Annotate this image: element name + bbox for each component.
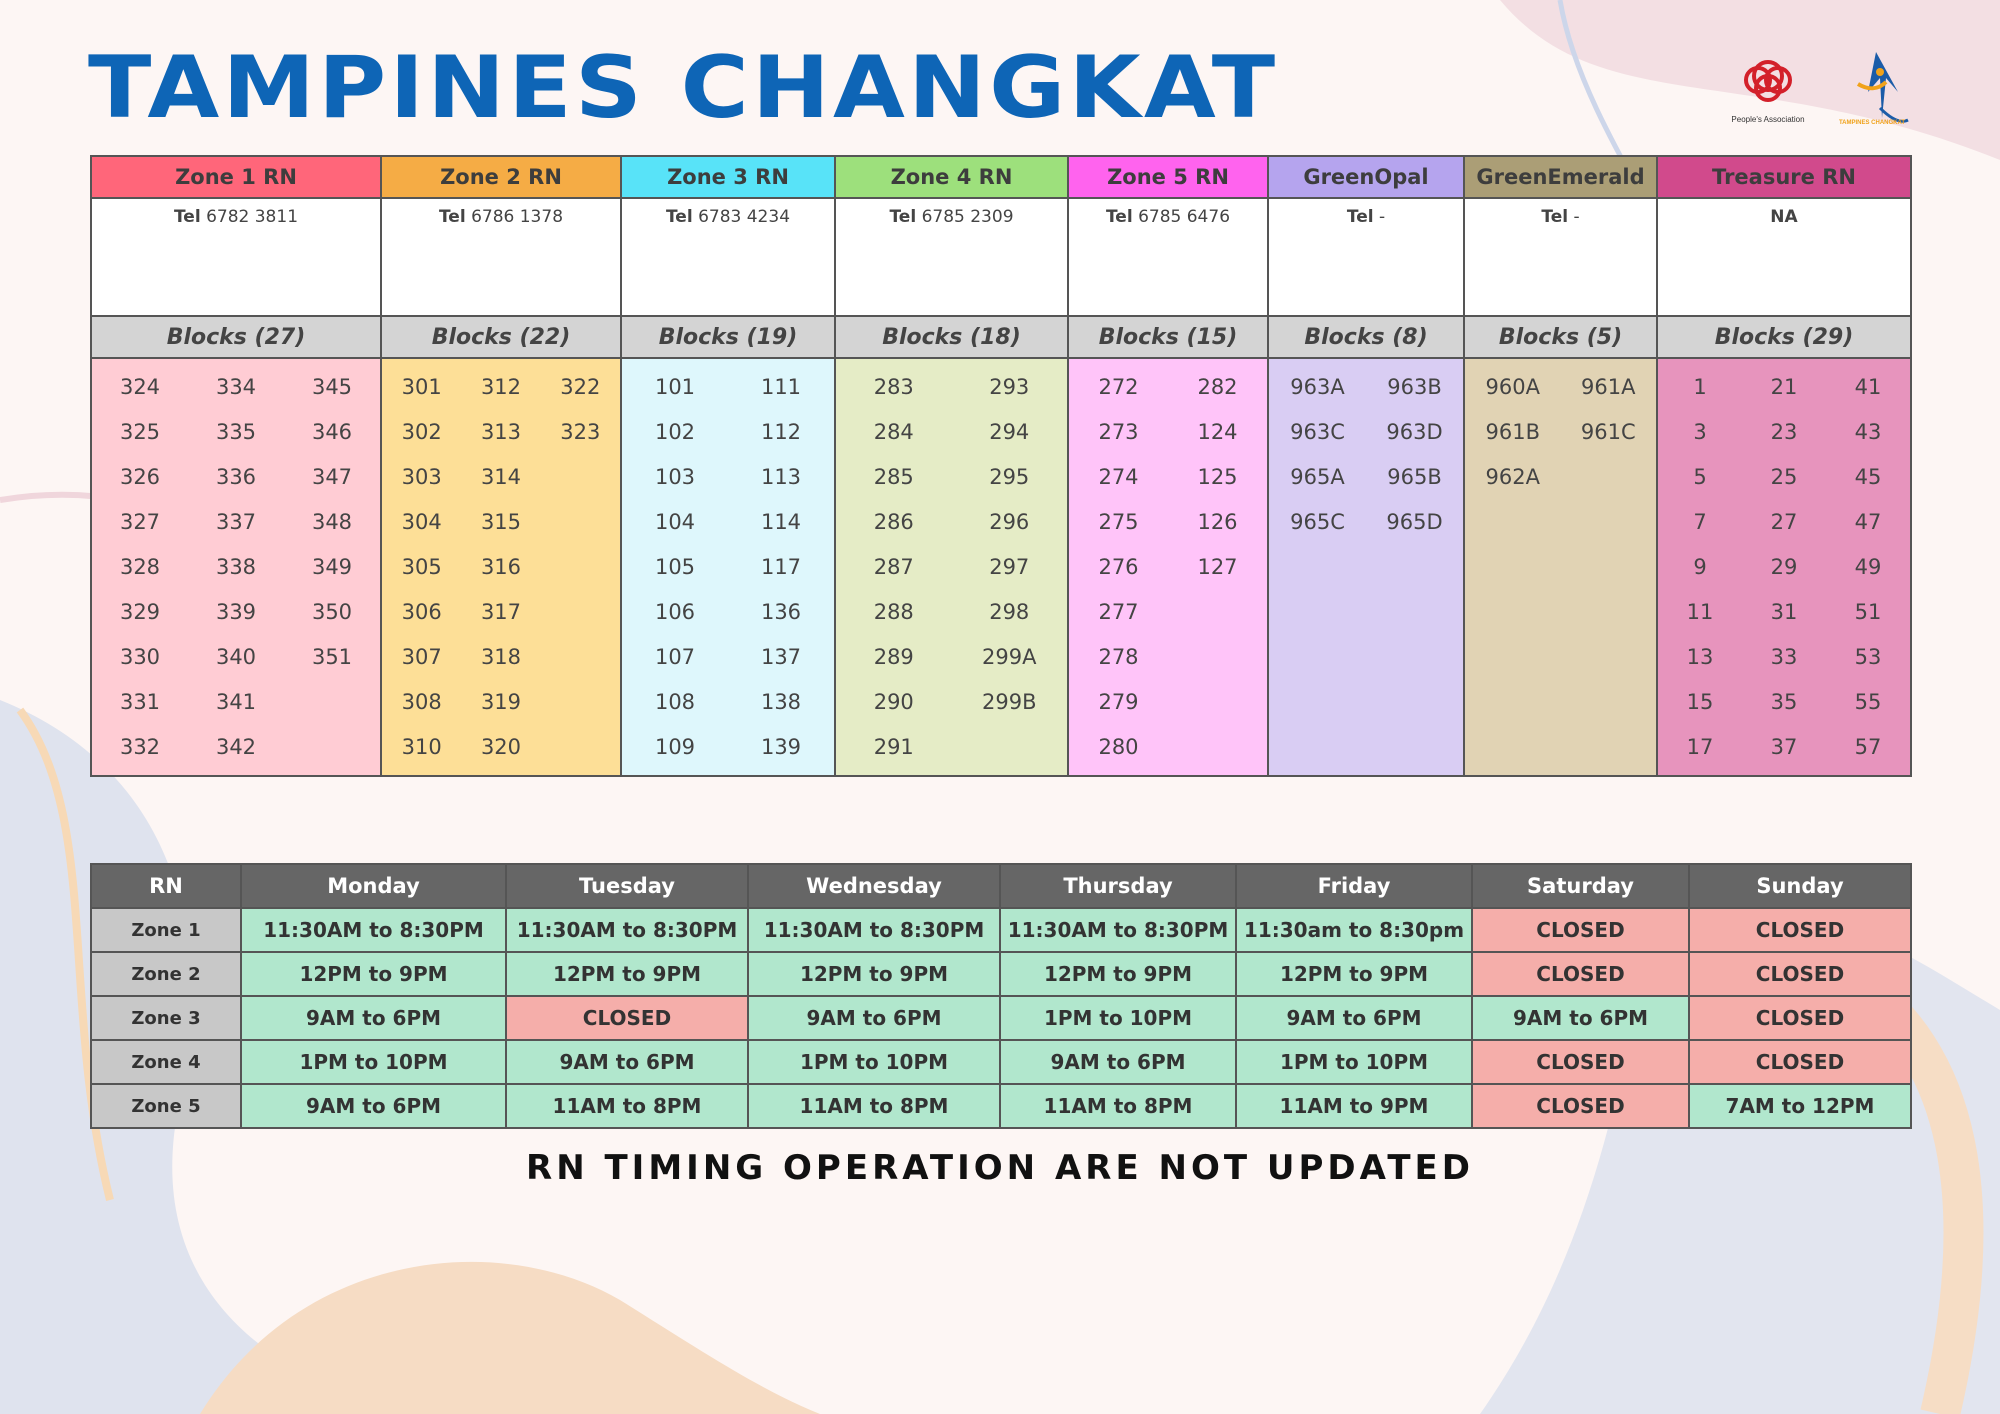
block-number: 23 bbox=[1770, 420, 1798, 444]
block-number: 33 bbox=[1770, 645, 1798, 669]
block-number: 299B bbox=[982, 690, 1037, 714]
blocks-grid bbox=[622, 359, 834, 770]
block-number: 275 bbox=[1098, 510, 1139, 534]
block-number: 284 bbox=[873, 420, 914, 444]
zone-name: Zone 4 RN bbox=[835, 156, 1068, 198]
block-number: 273 bbox=[1098, 420, 1139, 444]
block-number: 314 bbox=[480, 465, 522, 489]
block-number: 286 bbox=[873, 510, 914, 534]
blocks-grid bbox=[836, 359, 1067, 770]
opening-hours: CLOSED bbox=[1689, 1040, 1911, 1084]
block-number: 327 bbox=[119, 510, 161, 534]
block-number: 297 bbox=[989, 555, 1030, 579]
block-number: 330 bbox=[119, 645, 161, 669]
zone-blocks bbox=[1657, 358, 1911, 776]
tel-number: - bbox=[1573, 207, 1580, 227]
block-number: 963D bbox=[1386, 420, 1443, 444]
block-number: 316 bbox=[480, 555, 522, 579]
zone-blocks bbox=[1268, 358, 1464, 776]
zone-tel bbox=[1464, 198, 1657, 316]
opening-hours: CLOSED bbox=[1689, 952, 1911, 996]
opening-hours: CLOSED bbox=[1689, 908, 1911, 952]
block-number: 282 bbox=[1197, 375, 1238, 399]
block-number: 114 bbox=[760, 510, 802, 534]
block-number: 288 bbox=[873, 600, 914, 624]
opening-hours: CLOSED bbox=[506, 996, 748, 1040]
block-number: 277 bbox=[1098, 600, 1139, 624]
pa-logo-text: People's Association bbox=[1731, 115, 1805, 124]
block-number: 965D bbox=[1386, 510, 1443, 534]
block-number: 961B bbox=[1485, 420, 1540, 444]
opening-hours: 7AM to 12PM bbox=[1689, 1084, 1911, 1128]
zone-name: GreenOpal bbox=[1268, 156, 1464, 198]
timing-header: Tuesday bbox=[506, 864, 748, 908]
block-number: 965A bbox=[1290, 465, 1345, 489]
block-number: 53 bbox=[1854, 645, 1882, 669]
zone-tel bbox=[91, 198, 381, 316]
zone-name: Zone 3 RN bbox=[621, 156, 835, 198]
block-number: 47 bbox=[1854, 510, 1882, 534]
block-number: 299A bbox=[982, 645, 1037, 669]
blocks-grid bbox=[1069, 359, 1267, 770]
blocks-count: Blocks (19) bbox=[621, 316, 835, 358]
tel-number: 6785 2309 bbox=[921, 207, 1014, 227]
block-number: 298 bbox=[989, 600, 1030, 624]
block-number: 274 bbox=[1098, 465, 1139, 489]
block-number: 1 bbox=[1693, 375, 1707, 399]
block-number: 103 bbox=[654, 465, 696, 489]
block-number: 350 bbox=[311, 600, 353, 624]
opening-hours: 11:30AM to 8:30PM bbox=[1000, 908, 1236, 952]
block-number: 280 bbox=[1098, 735, 1139, 759]
block-number: 137 bbox=[760, 645, 802, 669]
block-number: 101 bbox=[654, 375, 696, 399]
block-number: 319 bbox=[480, 690, 522, 714]
zone-tel bbox=[621, 198, 835, 316]
page-title: TAMPINES CHANGKAT bbox=[88, 38, 1279, 138]
zone-tel-row bbox=[91, 198, 1911, 316]
block-number: 306 bbox=[401, 600, 442, 624]
opening-hours: 12PM to 9PM bbox=[1236, 952, 1472, 996]
blocks-grid bbox=[382, 359, 620, 770]
block-number: 106 bbox=[654, 600, 696, 624]
block-number bbox=[541, 725, 620, 770]
timing-header: Saturday bbox=[1472, 864, 1689, 908]
block-number bbox=[1168, 635, 1267, 680]
opening-hours: 11AM to 8PM bbox=[506, 1084, 748, 1128]
block-number: 41 bbox=[1854, 375, 1882, 399]
opening-hours: CLOSED bbox=[1689, 996, 1911, 1040]
block-number: 961C bbox=[1580, 420, 1636, 444]
block-number: 308 bbox=[401, 690, 442, 714]
block-number: 342 bbox=[215, 735, 257, 759]
block-number: 348 bbox=[311, 510, 353, 534]
timing-body bbox=[91, 908, 1911, 1128]
zone-name: Treasure RN bbox=[1657, 156, 1911, 198]
block-number: 963A bbox=[1290, 375, 1345, 399]
timing-row bbox=[91, 908, 1911, 952]
block-number bbox=[541, 500, 620, 545]
block-number: 21 bbox=[1770, 375, 1798, 399]
block-number: 104 bbox=[654, 510, 696, 534]
block-number: 960A bbox=[1485, 375, 1540, 399]
block-number: 276 bbox=[1098, 555, 1139, 579]
rn-name: Zone 2 bbox=[91, 952, 241, 996]
opening-hours: 9AM to 6PM bbox=[748, 996, 1000, 1040]
tel-number: 6783 4234 bbox=[698, 207, 791, 227]
rn-name: Zone 1 bbox=[91, 908, 241, 952]
opening-hours: 1PM to 10PM bbox=[1236, 1040, 1472, 1084]
zone-blocks bbox=[381, 358, 621, 776]
timing-row bbox=[91, 1084, 1911, 1128]
notice-text: RN TIMING OPERATION ARE NOT UPDATED bbox=[526, 1148, 1474, 1188]
opening-hours: 9AM to 6PM bbox=[1472, 996, 1689, 1040]
block-number: 3 bbox=[1693, 420, 1707, 444]
block-number: 112 bbox=[760, 420, 802, 444]
block-number: 125 bbox=[1197, 465, 1238, 489]
zone-name: Zone 1 RN bbox=[91, 156, 381, 198]
opening-hours: 9AM to 6PM bbox=[241, 1084, 506, 1128]
block-number: 337 bbox=[215, 510, 257, 534]
block-number: 31 bbox=[1770, 600, 1798, 624]
block-number bbox=[541, 680, 620, 725]
block-number: 272 bbox=[1098, 375, 1139, 399]
timing-header: Sunday bbox=[1689, 864, 1911, 908]
tel-number: 6786 1378 bbox=[471, 207, 564, 227]
opening-hours: 12PM to 9PM bbox=[241, 952, 506, 996]
zone-blocks bbox=[91, 358, 381, 776]
opening-hours: 11:30AM to 8:30PM bbox=[506, 908, 748, 952]
opening-hours: CLOSED bbox=[1472, 952, 1689, 996]
zone-tel bbox=[835, 198, 1068, 316]
block-number: 302 bbox=[401, 420, 442, 444]
block-number: 11 bbox=[1686, 600, 1714, 624]
block-number: 287 bbox=[873, 555, 914, 579]
timing-header-row bbox=[91, 864, 1911, 908]
block-number: 295 bbox=[989, 465, 1030, 489]
opening-hours: 9AM to 6PM bbox=[1000, 1040, 1236, 1084]
rn-name: Zone 5 bbox=[91, 1084, 241, 1128]
block-number: 965B bbox=[1387, 465, 1442, 489]
tel-label: Tel bbox=[438, 207, 466, 227]
block-number: 961A bbox=[1581, 375, 1636, 399]
zone-header-row bbox=[91, 156, 1911, 198]
peoples-association-logo bbox=[1731, 62, 1804, 124]
block-number: 283 bbox=[873, 375, 914, 399]
zone-tel bbox=[1657, 198, 1911, 316]
opening-hours: 12PM to 9PM bbox=[1000, 952, 1236, 996]
block-number: 290 bbox=[873, 690, 914, 714]
opening-hours: CLOSED bbox=[1472, 1084, 1689, 1128]
zone-blocks-row bbox=[91, 358, 1911, 776]
timing-header: RN bbox=[91, 864, 241, 908]
tel-label: Tel bbox=[1105, 207, 1133, 227]
block-number: 322 bbox=[560, 375, 601, 399]
block-number: 304 bbox=[401, 510, 442, 534]
opening-hours: 1PM to 10PM bbox=[748, 1040, 1000, 1084]
blocks-count: Blocks (27) bbox=[91, 316, 381, 358]
blocks-count: Blocks (8) bbox=[1268, 316, 1464, 358]
block-number: 49 bbox=[1854, 555, 1882, 579]
block-number: 963B bbox=[1387, 375, 1442, 399]
zone-blocks bbox=[1068, 358, 1268, 776]
opening-hours: 11:30AM to 8:30PM bbox=[241, 908, 506, 952]
rn-name: Zone 4 bbox=[91, 1040, 241, 1084]
block-number: 963C bbox=[1290, 420, 1345, 444]
block-number: 338 bbox=[215, 555, 257, 579]
block-number: 45 bbox=[1854, 465, 1882, 489]
block-number: 341 bbox=[215, 690, 257, 714]
opening-hours: 11AM to 9PM bbox=[1236, 1084, 1472, 1128]
block-number: 13 bbox=[1686, 645, 1714, 669]
timing-row bbox=[91, 996, 1911, 1040]
tel-number: NA bbox=[1770, 207, 1798, 227]
tel-label: Tel bbox=[665, 207, 693, 227]
block-number: 289 bbox=[873, 645, 914, 669]
tel-number: - bbox=[1378, 207, 1386, 227]
opening-hours: 1PM to 10PM bbox=[1000, 996, 1236, 1040]
block-number: 5 bbox=[1693, 465, 1707, 489]
blocks-count: Blocks (18) bbox=[835, 316, 1068, 358]
tc-logo-text: TAMPINES CHANGKAT bbox=[1838, 120, 1906, 126]
block-number: 136 bbox=[760, 600, 802, 624]
block-number: 139 bbox=[760, 735, 802, 759]
block-number: 340 bbox=[215, 645, 257, 669]
block-number bbox=[1168, 590, 1267, 635]
block-number: 37 bbox=[1770, 735, 1798, 759]
zone-name: GreenEmerald bbox=[1464, 156, 1657, 198]
logos bbox=[1730, 48, 1910, 132]
block-number: 335 bbox=[215, 420, 257, 444]
block-number: 332 bbox=[119, 735, 161, 759]
zone-blocks bbox=[621, 358, 835, 776]
block-number: 312 bbox=[480, 375, 522, 399]
timing-header: Wednesday bbox=[748, 864, 1000, 908]
blocks-count: Blocks (5) bbox=[1464, 316, 1657, 358]
block-number bbox=[284, 680, 380, 725]
block-number: 339 bbox=[215, 600, 257, 624]
block-number: 291 bbox=[873, 735, 914, 759]
block-number: 117 bbox=[760, 555, 802, 579]
block-number: 323 bbox=[560, 420, 601, 444]
block-number: 317 bbox=[480, 600, 522, 624]
block-number: 35 bbox=[1770, 690, 1798, 714]
tel-number: 6785 6476 bbox=[1138, 207, 1231, 227]
block-number: 310 bbox=[401, 735, 442, 759]
zone-blocks bbox=[1464, 358, 1657, 776]
block-number: 113 bbox=[760, 465, 802, 489]
block-number bbox=[952, 725, 1068, 770]
block-number: 324 bbox=[119, 375, 161, 399]
timing-table bbox=[90, 863, 1912, 1129]
zone-blocks-header-row bbox=[91, 316, 1911, 358]
block-number bbox=[1168, 725, 1267, 770]
zone-blocks bbox=[835, 358, 1068, 776]
block-number: 334 bbox=[215, 375, 257, 399]
blocks-grid bbox=[92, 359, 380, 770]
block-number: 296 bbox=[989, 510, 1030, 534]
block-number: 57 bbox=[1854, 735, 1882, 759]
block-number: 51 bbox=[1854, 600, 1882, 624]
rn-name: Zone 3 bbox=[91, 996, 241, 1040]
block-number: 102 bbox=[654, 420, 696, 444]
timing-row bbox=[91, 952, 1911, 996]
tel-label: Tel bbox=[1346, 207, 1374, 227]
block-number: 43 bbox=[1854, 420, 1882, 444]
opening-hours: CLOSED bbox=[1472, 1040, 1689, 1084]
block-number: 329 bbox=[119, 600, 161, 624]
timing-header: Thursday bbox=[1000, 864, 1236, 908]
blocks-count: Blocks (15) bbox=[1068, 316, 1268, 358]
block-number: 318 bbox=[480, 645, 522, 669]
block-number: 345 bbox=[311, 375, 353, 399]
block-number: 27 bbox=[1770, 510, 1798, 534]
opening-hours: 9AM to 6PM bbox=[1236, 996, 1472, 1040]
block-number: 336 bbox=[215, 465, 257, 489]
timing-header: Monday bbox=[241, 864, 506, 908]
block-number: 111 bbox=[760, 375, 802, 399]
block-number: 15 bbox=[1686, 690, 1714, 714]
block-number bbox=[541, 545, 620, 590]
block-number bbox=[284, 725, 380, 770]
block-number: 347 bbox=[311, 465, 353, 489]
tel-label: Tel bbox=[889, 207, 917, 227]
block-number: 7 bbox=[1693, 510, 1707, 534]
block-number: 965C bbox=[1290, 510, 1345, 534]
zone-name: Zone 5 RN bbox=[1068, 156, 1268, 198]
block-number bbox=[541, 635, 620, 680]
timing-header: Friday bbox=[1236, 864, 1472, 908]
block-number: 331 bbox=[119, 690, 161, 714]
tampines-changkat-logo bbox=[1839, 52, 1908, 126]
tel-number: 6782 3811 bbox=[206, 207, 299, 227]
block-number: 107 bbox=[654, 645, 696, 669]
block-number: 328 bbox=[119, 555, 161, 579]
opening-hours: 12PM to 9PM bbox=[748, 952, 1000, 996]
block-number: 109 bbox=[654, 735, 696, 759]
block-number: 293 bbox=[989, 375, 1030, 399]
opening-hours: 9AM to 6PM bbox=[241, 996, 506, 1040]
block-number bbox=[541, 590, 620, 635]
opening-hours: 11:30am to 8:30pm bbox=[1236, 908, 1472, 952]
block-number: 315 bbox=[480, 510, 522, 534]
blocks-grid bbox=[1269, 359, 1463, 545]
blocks-grid bbox=[1465, 359, 1656, 500]
block-number: 278 bbox=[1098, 645, 1139, 669]
block-number: 17 bbox=[1686, 735, 1714, 759]
block-number: 55 bbox=[1854, 690, 1882, 714]
block-number bbox=[1561, 455, 1657, 500]
block-number: 29 bbox=[1770, 555, 1798, 579]
opening-hours: 9AM to 6PM bbox=[506, 1040, 748, 1084]
opening-hours: CLOSED bbox=[1472, 908, 1689, 952]
block-number: 279 bbox=[1098, 690, 1139, 714]
block-number bbox=[541, 455, 620, 500]
block-number: 326 bbox=[119, 465, 161, 489]
zone-tel bbox=[1068, 198, 1268, 316]
block-number: 325 bbox=[119, 420, 161, 444]
block-number: 307 bbox=[401, 645, 442, 669]
block-number: 349 bbox=[311, 555, 353, 579]
blocks-count: Blocks (29) bbox=[1657, 316, 1911, 358]
tel-label: Tel bbox=[173, 207, 201, 227]
opening-hours: 1PM to 10PM bbox=[241, 1040, 506, 1084]
zones-table bbox=[90, 155, 1912, 777]
zone-tel bbox=[381, 198, 621, 316]
block-number bbox=[1168, 680, 1267, 725]
opening-hours: 11:30AM to 8:30PM bbox=[748, 908, 1000, 952]
block-number: 301 bbox=[401, 375, 442, 399]
opening-hours: 12PM to 9PM bbox=[506, 952, 748, 996]
block-number: 108 bbox=[654, 690, 696, 714]
blocks-count: Blocks (22) bbox=[381, 316, 621, 358]
block-number: 305 bbox=[401, 555, 442, 579]
zone-tel bbox=[1268, 198, 1464, 316]
block-number: 320 bbox=[480, 735, 522, 759]
tel-label: Tel bbox=[1541, 207, 1569, 227]
opening-hours: 11AM to 8PM bbox=[1000, 1084, 1236, 1128]
block-number: 285 bbox=[873, 465, 914, 489]
block-number: 25 bbox=[1770, 465, 1798, 489]
block-number: 9 bbox=[1693, 555, 1707, 579]
block-number: 346 bbox=[311, 420, 353, 444]
block-number: 126 bbox=[1197, 510, 1238, 534]
timing-row bbox=[91, 1040, 1911, 1084]
opening-hours: 11AM to 8PM bbox=[748, 1084, 1000, 1128]
block-number: 351 bbox=[311, 645, 353, 669]
block-number: 138 bbox=[760, 690, 802, 714]
block-number: 313 bbox=[480, 420, 522, 444]
block-number: 105 bbox=[654, 555, 696, 579]
zone-name: Zone 2 RN bbox=[381, 156, 621, 198]
blocks-grid bbox=[1658, 359, 1910, 770]
block-number: 124 bbox=[1197, 420, 1238, 444]
block-number: 962A bbox=[1485, 465, 1540, 489]
block-number: 303 bbox=[401, 465, 442, 489]
block-number: 127 bbox=[1197, 555, 1238, 579]
block-number: 294 bbox=[989, 420, 1030, 444]
